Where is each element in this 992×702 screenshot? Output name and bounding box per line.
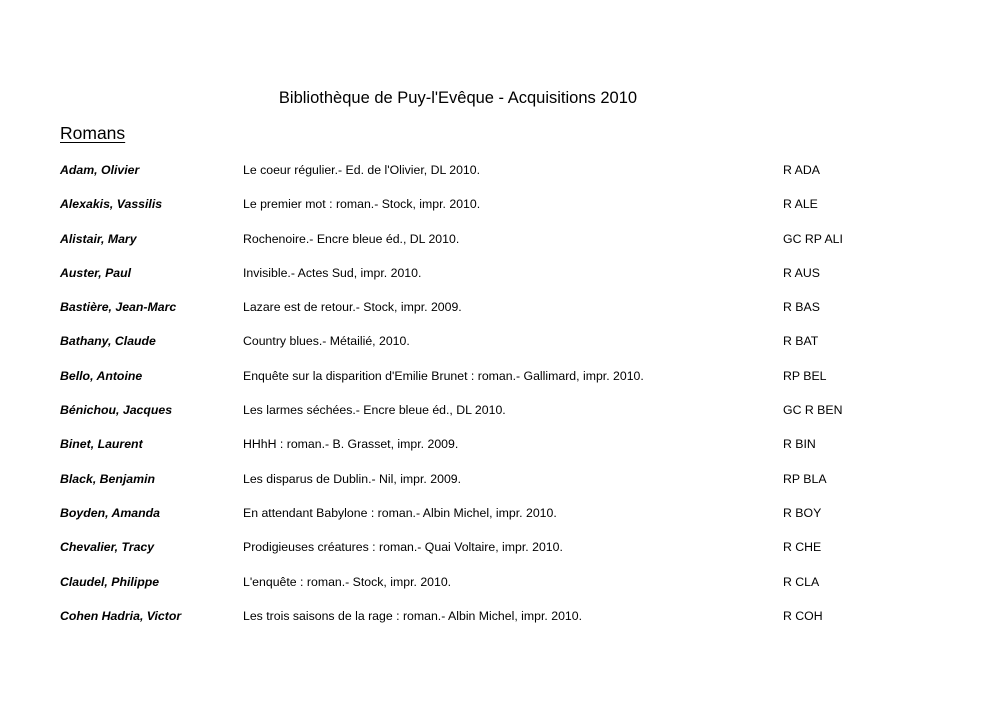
author-name: Chevalier, Tracy	[60, 540, 155, 555]
book-title: Les larmes séchées.- Encre bleue éd., DL 2010.	[243, 403, 506, 418]
list-item	[0, 193, 992, 227]
call-number: GC RP ALI	[783, 231, 843, 246]
acquisitions-list	[0, 159, 992, 639]
book-title: Les disparus de Dublin.- Nil, impr. 2009.	[243, 471, 462, 486]
book-title: Lazare est de retour.- Stock, impr. 2009.	[243, 300, 462, 315]
book-title: Les trois saisons de la rage : roman.- Albin Michel, impr. 2010.	[243, 608, 583, 623]
book-title: Le coeur régulier.- Ed. de l'Olivier, DL 2010.	[243, 163, 481, 177]
section-heading: Romans	[60, 123, 126, 143]
book-title: HHhH : roman.- B. Grasset, impr. 2009.	[243, 437, 459, 452]
call-number: RP BLA	[783, 471, 827, 486]
author-name: Alexakis, Vassilis	[60, 197, 163, 212]
call-number: R BAS	[783, 300, 820, 315]
list-item	[0, 536, 992, 570]
call-number: R CHE	[783, 540, 822, 555]
call-number: R CLA	[783, 574, 820, 589]
book-title: Country blues.- Métailié, 2010.	[243, 334, 410, 349]
list-item	[0, 330, 992, 364]
author-name: Boyden, Amanda	[60, 505, 160, 520]
list-item	[0, 262, 992, 296]
book-title: Le premier mot : roman.- Stock, impr. 2010.	[243, 197, 481, 212]
list-item	[0, 502, 992, 536]
author-name: Bastière, Jean-Marc	[60, 300, 177, 315]
call-number: R BIN	[783, 437, 816, 452]
list-item	[0, 228, 992, 262]
list-item	[0, 296, 992, 330]
list-item	[0, 571, 992, 605]
call-number: R AUS	[783, 265, 820, 280]
list-item	[0, 399, 992, 433]
list-item	[0, 365, 992, 399]
call-number: R ALE	[783, 197, 818, 212]
author-name: Adam, Olivier	[60, 163, 140, 177]
author-name: Bello, Antoine	[60, 368, 143, 383]
author-name: Bénichou, Jacques	[60, 403, 173, 418]
list-item	[0, 159, 992, 193]
call-number: R BAT	[783, 334, 819, 349]
call-number: R ADA	[783, 163, 820, 177]
author-name: Claudel, Philippe	[60, 574, 160, 589]
author-name: Cohen Hadria, Victor	[60, 608, 182, 623]
list-item	[0, 605, 992, 639]
call-number: R BOY	[783, 505, 822, 520]
author-name: Black, Benjamin	[60, 471, 155, 486]
book-title: Rochenoire.- Encre bleue éd., DL 2010.	[243, 231, 460, 246]
book-title: L'enquête : roman.- Stock, impr. 2010.	[243, 574, 452, 589]
book-title: Invisible.- Actes Sud, impr. 2010.	[243, 265, 422, 280]
call-number: RP BEL	[783, 368, 827, 383]
author-name: Bathany, Claude	[60, 334, 156, 349]
book-title: Prodigieuses créatures : roman.- Quai Voltaire, impr. 2010.	[243, 540, 563, 555]
list-item	[0, 433, 992, 467]
book-title: Enquête sur la disparition d'Emilie Brunet : roman.- Gallimard, impr. 2010.	[243, 368, 644, 383]
list-item	[0, 468, 992, 502]
author-name: Alistair, Mary	[60, 231, 137, 246]
page-title: Bibliothèque de Puy-l'Evêque - Acquisitions 2010	[278, 89, 638, 107]
author-name: Binet, Laurent	[60, 437, 143, 452]
call-number: R COH	[783, 608, 823, 623]
author-name: Auster, Paul	[60, 265, 132, 280]
call-number: GC R BEN	[783, 403, 843, 418]
book-title: En attendant Babylone : roman.- Albin Michel, impr. 2010.	[243, 505, 557, 520]
